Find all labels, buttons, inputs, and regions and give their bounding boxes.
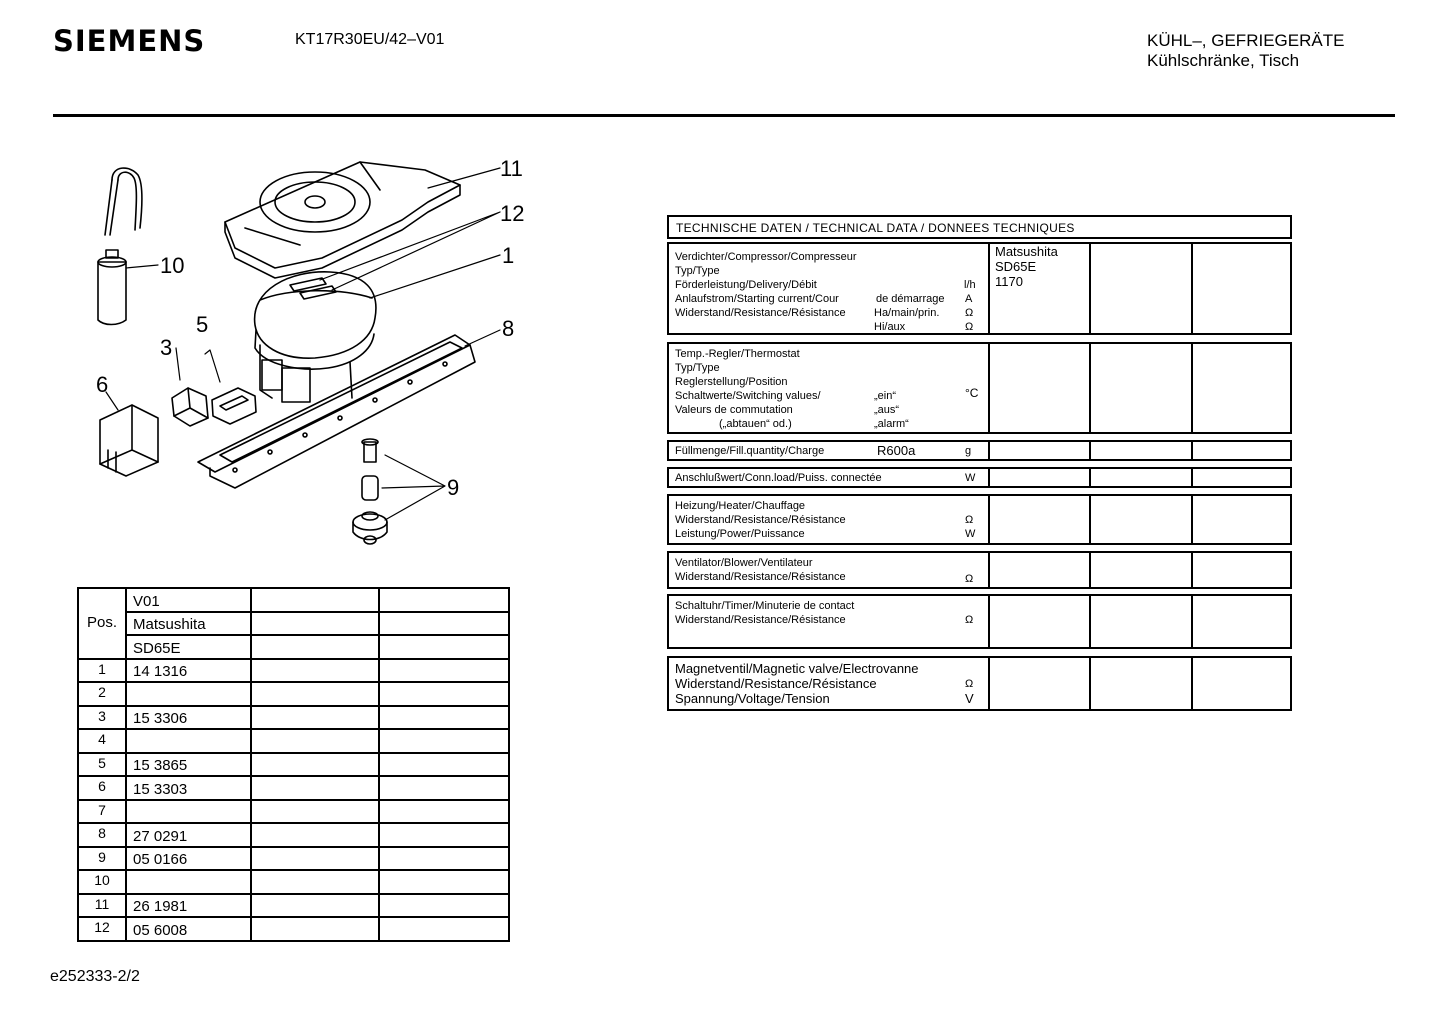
callout-1: 1 bbox=[502, 243, 515, 268]
parts-table bbox=[77, 587, 510, 942]
callout-10: 10 bbox=[160, 253, 185, 278]
table-row: 4 bbox=[78, 729, 509, 753]
rail-part bbox=[198, 335, 475, 488]
relay-part bbox=[172, 388, 208, 426]
fill-quantity-block: Füllmenge/Fill.quantity/Charge R600a g bbox=[667, 440, 1292, 461]
heater-block: Heizung/Heater/Chauffage Widerstand/Resistance/Résistance Leistung/Power/Puissance Ω W bbox=[667, 494, 1292, 545]
table-row: 10 bbox=[78, 870, 509, 894]
capacitor-part bbox=[98, 168, 142, 324]
magnetic-valve-block: Magnetventil/Magnetic valve/Electrovanne Widerstand/Resistance/Résistance Spannung/Voltage/Tension Ω V bbox=[667, 656, 1292, 711]
technical-data-title: TECHNISCHE DATEN / TECHNICAL DATA / DONNEES TECHNIQUES bbox=[667, 215, 1292, 239]
tray-part bbox=[225, 162, 460, 278]
connection-load-block: Anschlußwert/Conn.load/Puiss. connectée W bbox=[667, 467, 1292, 488]
cover-part bbox=[100, 405, 158, 476]
table-row: 5 15 3865 bbox=[78, 753, 509, 777]
brand-logo: SIEMENS bbox=[53, 24, 206, 58]
category-subtitle: Kühlschränke, Tisch bbox=[1147, 51, 1300, 70]
compressor-make: Matsushita bbox=[995, 244, 1058, 259]
document-id: e252333-2/2 bbox=[50, 968, 140, 985]
callout-8: 8 bbox=[502, 316, 515, 341]
table-row: 11 26 1981 bbox=[78, 894, 509, 918]
timer-block: Schaltuhr/Timer/Minuterie de contact Widerstand/Resistance/Résistance Ω bbox=[667, 594, 1292, 649]
version-cell: V01 bbox=[126, 588, 251, 612]
callout-11: 11 bbox=[500, 156, 523, 181]
table-row: 9 05 0166 bbox=[78, 847, 509, 871]
callout-12: 12 bbox=[500, 201, 525, 226]
table-row: 12 05 6008 bbox=[78, 917, 509, 941]
blower-block: Ventilator/Blower/Ventilateur Widerstand/Resistance/Résistance Ω bbox=[667, 551, 1292, 589]
callout-9: 9 bbox=[447, 475, 460, 500]
manufacturer-cell: Matsushita bbox=[126, 612, 251, 636]
pos-header: Pos. bbox=[78, 588, 126, 659]
category-title: KÜHL–, GEFRIEGERÄTE bbox=[1147, 31, 1345, 50]
refrigerant-value: R600a bbox=[877, 443, 916, 458]
table-row: 3 15 3306 bbox=[78, 706, 509, 730]
table-row: 6 15 3303 bbox=[78, 776, 509, 800]
grommet-parts bbox=[353, 439, 387, 544]
overload-part bbox=[212, 388, 256, 424]
table-row: 7 bbox=[78, 800, 509, 824]
callout-3: 3 bbox=[160, 335, 173, 360]
thermostat-block: Temp.-Regler/Thermostat Typ/Type Reglerstellung/Position Schaltwerte/Switching values/ Valeurs de commutation („abtauen“ od.) „ein“ „aus“ „alarm“ °C bbox=[667, 342, 1292, 434]
model-number: KT17R30EU/42–V01 bbox=[295, 31, 445, 48]
compressor-type: SD65E bbox=[995, 259, 1037, 274]
callout-6: 6 bbox=[96, 372, 109, 397]
table-row: 8 27 0291 bbox=[78, 823, 509, 847]
header-rule bbox=[53, 114, 1395, 117]
compressor-type-cell: SD65E bbox=[126, 635, 251, 659]
callout-5: 5 bbox=[196, 312, 209, 337]
table-row: 1 14 1316 bbox=[78, 659, 509, 683]
compressor-delivery: 1170 bbox=[995, 274, 1023, 289]
exploded-parts-diagram bbox=[60, 150, 540, 560]
table-row: 2 bbox=[78, 682, 509, 706]
compressor-block: Verdichter/Compressor/Compresseur Typ/Type Förderleistung/Delivery/Débit Anlaufstrom/Starting current/Cour Widerstand/Resistance/Résistance de démarrage Ha/main/prin. Hi/aux l/h A Ω Ω Matsushita SD65E 1170 bbox=[667, 242, 1292, 335]
